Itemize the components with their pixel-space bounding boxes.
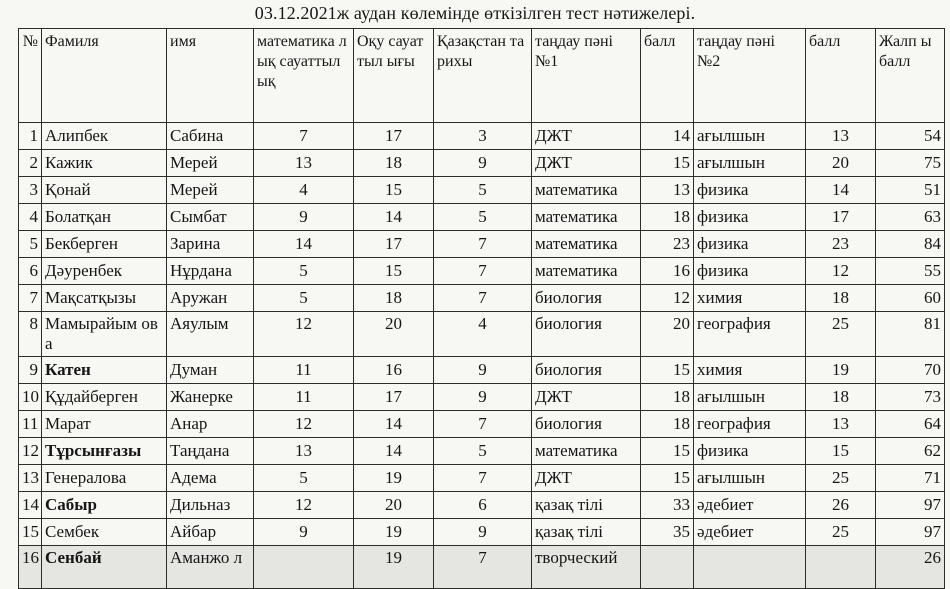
score-2-cell: 19 bbox=[806, 357, 876, 384]
table-row bbox=[19, 465, 945, 492]
surname-cell: Болатқан bbox=[42, 204, 167, 231]
total-cell: 81 bbox=[876, 312, 945, 357]
row-number: 16 bbox=[19, 546, 42, 589]
history-cell: 9 bbox=[434, 384, 532, 411]
row-number: 7 bbox=[19, 285, 42, 312]
header-name: имя bbox=[167, 29, 254, 123]
elective-1-cell: математика bbox=[532, 177, 641, 204]
elective-2-cell: физика bbox=[694, 204, 806, 231]
header-score-1: балл bbox=[641, 29, 694, 123]
elective-1-cell: биология bbox=[532, 411, 641, 438]
document-title: 03.12.2021ж аудан көлемінде өткізілген тест нәтижелері. bbox=[254, 3, 696, 23]
elective-1-cell: математика bbox=[532, 231, 641, 258]
surname-cell: Дәуренбек bbox=[42, 258, 167, 285]
score-1-cell: 33 bbox=[641, 492, 694, 519]
math-cell: 13 bbox=[254, 150, 354, 177]
row-number: 1 bbox=[19, 123, 42, 150]
header-surname: Фамиля bbox=[42, 29, 167, 123]
math-cell: 14 bbox=[254, 231, 354, 258]
surname-cell: Сенбай bbox=[42, 546, 167, 589]
elective-2-cell: география bbox=[694, 411, 806, 438]
reading-cell: 19 bbox=[354, 519, 434, 546]
table-row bbox=[19, 312, 945, 357]
elective-1-cell: биология bbox=[532, 357, 641, 384]
score-2-cell: 15 bbox=[806, 438, 876, 465]
table-row bbox=[19, 231, 945, 258]
reading-cell: 20 bbox=[354, 312, 434, 357]
name-cell: Аяулым bbox=[167, 312, 254, 357]
surname-cell: Сембек bbox=[42, 519, 167, 546]
score-2-cell: 12 bbox=[806, 258, 876, 285]
math-cell: 12 bbox=[254, 312, 354, 357]
header-elective-1: таңдау пәні №1 bbox=[532, 29, 641, 123]
elective-1-cell: творческий bbox=[532, 546, 641, 589]
elective-2-cell: ағылшын bbox=[694, 123, 806, 150]
score-1-cell: 15 bbox=[641, 150, 694, 177]
row-number: 9 bbox=[19, 357, 42, 384]
history-cell: 5 bbox=[434, 177, 532, 204]
header-total: Жалп ы балл bbox=[876, 29, 945, 123]
name-cell: Нұрдана bbox=[167, 258, 254, 285]
math-cell: 13 bbox=[254, 438, 354, 465]
reading-cell: 18 bbox=[354, 285, 434, 312]
elective-2-cell: физика bbox=[694, 438, 806, 465]
reading-cell: 14 bbox=[354, 411, 434, 438]
history-cell: 7 bbox=[434, 231, 532, 258]
surname-cell: Тұрсынғазы bbox=[42, 438, 167, 465]
name-cell: Аманжо л bbox=[167, 546, 254, 589]
score-2-cell: 14 bbox=[806, 177, 876, 204]
score-2-cell: 26 bbox=[806, 492, 876, 519]
elective-2-cell: физика bbox=[694, 177, 806, 204]
history-cell: 7 bbox=[434, 258, 532, 285]
elective-1-cell: математика bbox=[532, 204, 641, 231]
math-cell: 9 bbox=[254, 204, 354, 231]
score-1-cell: 20 bbox=[641, 312, 694, 357]
math-cell: 5 bbox=[254, 465, 354, 492]
header-score-2: балл bbox=[806, 29, 876, 123]
score-2-cell: 13 bbox=[806, 123, 876, 150]
elective-2-cell: ағылшын bbox=[694, 465, 806, 492]
table-row bbox=[19, 411, 945, 438]
history-cell: 9 bbox=[434, 150, 532, 177]
score-1-cell: 15 bbox=[641, 357, 694, 384]
score-1-cell: 18 bbox=[641, 411, 694, 438]
total-cell: 62 bbox=[876, 438, 945, 465]
table-row bbox=[19, 204, 945, 231]
table-row bbox=[19, 384, 945, 411]
score-2-cell: 18 bbox=[806, 384, 876, 411]
name-cell: Жанерке bbox=[167, 384, 254, 411]
elective-2-cell: химия bbox=[694, 357, 806, 384]
total-cell: 63 bbox=[876, 204, 945, 231]
elective-1-cell: математика bbox=[532, 258, 641, 285]
elective-1-cell: биология bbox=[532, 312, 641, 357]
reading-cell: 17 bbox=[354, 123, 434, 150]
score-1-cell: 16 bbox=[641, 258, 694, 285]
elective-1-cell: ДЖТ bbox=[532, 465, 641, 492]
history-cell: 5 bbox=[434, 438, 532, 465]
name-cell: Адема bbox=[167, 465, 254, 492]
table-row bbox=[19, 357, 945, 384]
math-cell: 5 bbox=[254, 258, 354, 285]
history-cell: 5 bbox=[434, 204, 532, 231]
header-kazakhstan-history: Қазақстан тарихы bbox=[434, 29, 532, 123]
reading-cell: 15 bbox=[354, 258, 434, 285]
elective-2-cell: физика bbox=[694, 258, 806, 285]
history-cell: 7 bbox=[434, 411, 532, 438]
name-cell: Зарина bbox=[167, 231, 254, 258]
score-2-cell: 23 bbox=[806, 231, 876, 258]
row-number: 2 bbox=[19, 150, 42, 177]
total-cell: 51 bbox=[876, 177, 945, 204]
score-1-cell: 18 bbox=[641, 204, 694, 231]
elective-2-cell: әдебиет bbox=[694, 519, 806, 546]
elective-1-cell: ДЖТ bbox=[532, 150, 641, 177]
header-math-literacy: математика лық сауаттылық bbox=[254, 29, 354, 123]
score-1-cell: 13 bbox=[641, 177, 694, 204]
row-number: 8 bbox=[19, 312, 42, 357]
score-1-cell: 35 bbox=[641, 519, 694, 546]
score-1-cell: 15 bbox=[641, 438, 694, 465]
table-row bbox=[19, 177, 945, 204]
math-cell: 5 bbox=[254, 285, 354, 312]
score-1-cell: 23 bbox=[641, 231, 694, 258]
surname-cell: Сабыр bbox=[42, 492, 167, 519]
score-1-cell bbox=[641, 546, 694, 589]
elective-1-cell: биология bbox=[532, 285, 641, 312]
math-cell: 4 bbox=[254, 177, 354, 204]
surname-cell: Бекберген bbox=[42, 231, 167, 258]
header-number: № bbox=[19, 29, 42, 123]
reading-cell: 19 bbox=[354, 465, 434, 492]
surname-cell: Қонай bbox=[42, 177, 167, 204]
score-1-cell: 12 bbox=[641, 285, 694, 312]
surname-cell: Кажик bbox=[42, 150, 167, 177]
score-2-cell: 18 bbox=[806, 285, 876, 312]
elective-2-cell: ағылшын bbox=[694, 150, 806, 177]
math-cell: 12 bbox=[254, 411, 354, 438]
surname-cell: Марат bbox=[42, 411, 167, 438]
score-1-cell: 18 bbox=[641, 384, 694, 411]
row-number: 3 bbox=[19, 177, 42, 204]
score-2-cell: 25 bbox=[806, 519, 876, 546]
math-cell: 9 bbox=[254, 519, 354, 546]
total-cell: 73 bbox=[876, 384, 945, 411]
total-cell: 71 bbox=[876, 465, 945, 492]
row-number: 14 bbox=[19, 492, 42, 519]
table-row bbox=[19, 123, 945, 150]
elective-2-cell: география bbox=[694, 312, 806, 357]
reading-cell: 20 bbox=[354, 492, 434, 519]
row-number: 15 bbox=[19, 519, 42, 546]
table-row bbox=[19, 492, 945, 519]
row-number: 5 bbox=[19, 231, 42, 258]
score-2-cell: 25 bbox=[806, 312, 876, 357]
score-2-cell: 17 bbox=[806, 204, 876, 231]
total-cell: 55 bbox=[876, 258, 945, 285]
score-2-cell: 25 bbox=[806, 465, 876, 492]
header-reading-literacy: Оқу сауаттыл ығы bbox=[354, 29, 434, 123]
name-cell: Айбар bbox=[167, 519, 254, 546]
history-cell: 6 bbox=[434, 492, 532, 519]
score-1-cell: 14 bbox=[641, 123, 694, 150]
math-cell: 11 bbox=[254, 357, 354, 384]
row-number: 6 bbox=[19, 258, 42, 285]
row-number: 11 bbox=[19, 411, 42, 438]
table-row bbox=[19, 519, 945, 546]
reading-cell: 14 bbox=[354, 204, 434, 231]
history-cell: 4 bbox=[434, 312, 532, 357]
total-cell: 97 bbox=[876, 492, 945, 519]
total-cell: 75 bbox=[876, 150, 945, 177]
surname-cell: Катен bbox=[42, 357, 167, 384]
elective-2-cell: әдебиет bbox=[694, 492, 806, 519]
math-cell: 7 bbox=[254, 123, 354, 150]
total-cell: 60 bbox=[876, 285, 945, 312]
reading-cell: 15 bbox=[354, 177, 434, 204]
elective-2-cell: ағылшын bbox=[694, 384, 806, 411]
name-cell: Таңдана bbox=[167, 438, 254, 465]
table-row bbox=[19, 150, 945, 177]
history-cell: 9 bbox=[434, 357, 532, 384]
surname-cell: Мақсатқызы bbox=[42, 285, 167, 312]
elective-2-cell bbox=[694, 546, 806, 589]
elective-1-cell: математика bbox=[532, 438, 641, 465]
elective-2-cell: физика bbox=[694, 231, 806, 258]
table-row bbox=[19, 438, 945, 465]
name-cell: Аружан bbox=[167, 285, 254, 312]
score-2-cell: 13 bbox=[806, 411, 876, 438]
history-cell: 7 bbox=[434, 285, 532, 312]
math-cell bbox=[254, 546, 354, 589]
surname-cell: Мамырайым ова bbox=[42, 312, 167, 357]
score-1-cell: 15 bbox=[641, 465, 694, 492]
name-cell: Сабина bbox=[167, 123, 254, 150]
name-cell: Сымбат bbox=[167, 204, 254, 231]
reading-cell: 14 bbox=[354, 438, 434, 465]
results-table bbox=[18, 28, 945, 589]
total-cell: 97 bbox=[876, 519, 945, 546]
elective-2-cell: химия bbox=[694, 285, 806, 312]
row-number: 12 bbox=[19, 438, 42, 465]
name-cell: Мерей bbox=[167, 177, 254, 204]
table-row bbox=[19, 258, 945, 285]
name-cell: Анар bbox=[167, 411, 254, 438]
total-cell: 54 bbox=[876, 123, 945, 150]
row-number: 4 bbox=[19, 204, 42, 231]
elective-1-cell: қазақ тілі bbox=[532, 492, 641, 519]
elective-1-cell: ДЖТ bbox=[532, 384, 641, 411]
math-cell: 11 bbox=[254, 384, 354, 411]
total-cell: 64 bbox=[876, 411, 945, 438]
name-cell: Думан bbox=[167, 357, 254, 384]
header-elective-2: таңдау пәні №2 bbox=[694, 29, 806, 123]
surname-cell: Алипбек bbox=[42, 123, 167, 150]
name-cell: Мерей bbox=[167, 150, 254, 177]
surname-cell: Құдайберген bbox=[42, 384, 167, 411]
score-2-cell: 20 bbox=[806, 150, 876, 177]
surname-cell: Генералова bbox=[42, 465, 167, 492]
table-header-row bbox=[19, 29, 945, 123]
elective-1-cell: ДЖТ bbox=[532, 123, 641, 150]
reading-cell: 16 bbox=[354, 357, 434, 384]
reading-cell: 17 bbox=[354, 384, 434, 411]
total-cell: 26 bbox=[876, 546, 945, 589]
history-cell: 7 bbox=[434, 465, 532, 492]
total-cell: 84 bbox=[876, 231, 945, 258]
elective-1-cell: қазақ тілі bbox=[532, 519, 641, 546]
reading-cell: 17 bbox=[354, 231, 434, 258]
name-cell: Дильназ bbox=[167, 492, 254, 519]
history-cell: 7 bbox=[434, 546, 532, 589]
history-cell: 3 bbox=[434, 123, 532, 150]
reading-cell: 18 bbox=[354, 150, 434, 177]
table-row bbox=[19, 285, 945, 312]
math-cell: 12 bbox=[254, 492, 354, 519]
total-cell: 70 bbox=[876, 357, 945, 384]
row-number: 13 bbox=[19, 465, 42, 492]
history-cell: 9 bbox=[434, 519, 532, 546]
reading-cell: 19 bbox=[354, 546, 434, 589]
score-2-cell bbox=[806, 546, 876, 589]
table-row bbox=[19, 546, 945, 589]
row-number: 10 bbox=[19, 384, 42, 411]
